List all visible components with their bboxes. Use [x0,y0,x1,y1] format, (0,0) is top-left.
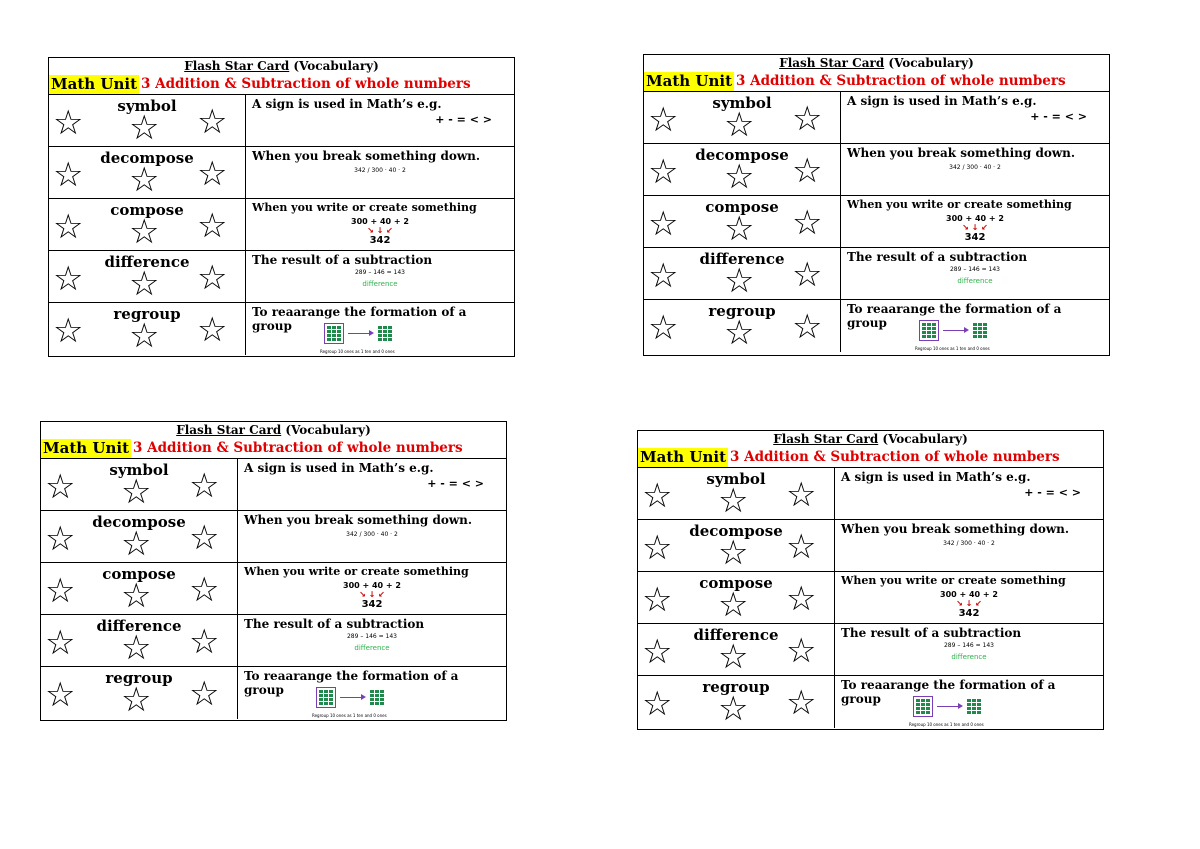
vocab-definition: To reaarange the formation of a group [252,305,467,333]
difference-equation: 289 – 146 = 143 [354,269,405,276]
star-icon: ☆ [718,533,749,573]
ten-blocks [967,699,981,714]
star-icon: ☆ [642,528,673,568]
unit-label: Math Unit [51,74,137,93]
compose-total: 342 [958,608,980,619]
star-icon: ☆ [642,580,673,620]
star-icon: ☆ [786,475,817,515]
compose-parts: 300 + 40 + 2 [946,214,1004,223]
unit-heading [644,71,1109,92]
difference-label: difference [362,280,398,288]
star-icon: ☆ [718,481,749,521]
star-icon: ☆ [648,152,679,192]
vocab-definition: When you break something down. [252,149,481,163]
compose-total: 342 [964,232,986,243]
difference-label: difference [354,644,390,652]
star-icon: ☆ [45,467,76,507]
math-symbols: + - = < > [435,113,492,126]
decompose-figure: 342 / 300 · 40 · 2 [354,167,406,174]
star-icon: ☆ [792,99,823,139]
star-icon: ☆ [792,307,823,347]
unit-heading [638,447,1103,468]
star-icon: ☆ [189,518,220,558]
unit-title: 3 Addition & Subtraction of whole numbers [141,76,471,92]
vocab-word: symbol [712,94,772,112]
star-icon: ☆ [792,203,823,243]
star-icon: ☆ [129,316,160,356]
ten-blocks [378,326,392,341]
star-icon: ☆ [648,256,679,296]
star-icon: ☆ [129,264,160,304]
star-icon: ☆ [792,151,823,191]
vocab-word: difference [699,250,785,268]
arrows-icon: ↘ ↓ ↙ [956,599,982,608]
vocab-definition: To reaarange the formation of a group [244,669,459,697]
vocab-word: difference [104,253,190,271]
compose-figure [244,581,500,610]
vocab-definition: When you break something down. [847,146,1076,160]
arrows-icon: ↘ ↓ ↙ [962,223,988,232]
star-icon: ☆ [642,684,673,724]
star-icon: ☆ [718,585,749,625]
vocab-word: regroup [702,678,770,696]
difference-equation: 289 – 146 = 143 [346,633,397,640]
star-icon: ☆ [786,631,817,671]
decompose-figure: 342 / 300 · 40 · 2 [943,540,995,547]
vocab-row-decompose [644,144,1109,196]
star-icon: ☆ [189,466,220,506]
vocab-definition: To reaarange the formation of a group [841,678,1056,706]
star-icon: ☆ [792,255,823,295]
star-icon: ☆ [642,632,673,672]
star-icon: ☆ [53,259,84,299]
card-title: Flash Star Card (Vocabulary) [773,432,968,446]
vocab-word: decompose [689,522,783,540]
vocab-definition: When you write or create something [841,574,1066,587]
star-icon: ☆ [197,206,228,246]
unit-heading [49,74,514,95]
vocab-row-regroup [644,300,1109,352]
vocab-word: decompose [695,146,789,164]
vocab-row-compose [49,199,514,251]
compose-parts: 300 + 40 + 2 [940,590,998,599]
compose-parts: 300 + 40 + 2 [343,581,401,590]
star-icon: ☆ [121,576,152,616]
card-title: Flash Star Card (Vocabulary) [176,423,371,437]
vocab-definition: A sign is used in Math’s e.g. [841,470,1031,484]
star-icon: ☆ [53,155,84,195]
arrow-icon [348,333,372,334]
regroup-blocks-figure [316,687,384,708]
vocab-row-decompose [41,511,506,563]
regroup-blocks-figure [913,696,981,717]
ones-blocks [919,320,939,341]
math-symbols: + - = < > [1024,486,1081,499]
star-icon: ☆ [648,100,679,140]
vocab-definition: When you break something down. [841,522,1070,536]
unit-title: 3 Addition & Subtraction of whole numbers [730,449,1060,465]
star-icon: ☆ [718,637,749,677]
star-icon: ☆ [786,579,817,619]
star-icon: ☆ [45,623,76,663]
vocab-definition: The result of a subtraction [244,617,425,631]
vocab-word: decompose [100,149,194,167]
star-icon: ☆ [121,628,152,668]
vocab-definition: To reaarange the formation of a group [847,302,1062,330]
vocab-definition: The result of a subtraction [252,253,433,267]
math-symbols: + - = < > [1030,110,1087,123]
star-icon: ☆ [724,157,755,197]
flash-star-card [643,54,1110,356]
star-icon: ☆ [642,476,673,516]
vocab-word: difference [96,617,182,635]
star-icon: ☆ [121,472,152,512]
vocab-definition: A sign is used in Math’s e.g. [244,461,434,475]
ten-blocks [370,690,384,705]
compose-figure [841,590,1097,619]
vocab-word: compose [110,201,184,219]
unit-title: 3 Addition & Subtraction of whole numbers [736,73,1066,89]
ones-blocks [913,696,933,717]
unit-heading [41,438,506,459]
vocab-row-symbol [644,92,1109,144]
vocab-word: compose [699,574,773,592]
star-icon: ☆ [121,524,152,564]
star-icon: ☆ [718,689,749,729]
star-icon: ☆ [121,680,152,720]
star-icon: ☆ [53,103,84,143]
vocab-definition: A sign is used in Math’s e.g. [252,97,442,111]
regroup-blocks-figure [324,323,392,344]
decompose-figure: 342 / 300 · 40 · 2 [949,164,1001,171]
flash-star-card [48,57,515,357]
vocab-row-difference [638,624,1103,676]
star-icon: ☆ [129,160,160,200]
compose-parts: 300 + 40 + 2 [351,217,409,226]
arrow-icon [937,706,961,707]
compose-figure [847,214,1103,243]
vocab-row-difference [49,251,514,303]
vocab-word: regroup [113,305,181,323]
vocab-row-decompose [49,147,514,199]
vocab-row-decompose [638,520,1103,572]
arrows-icon: ↘ ↓ ↙ [367,226,393,235]
flash-star-card [40,421,507,721]
vocab-word: decompose [92,513,186,531]
vocab-row-symbol [41,459,506,511]
star-icon: ☆ [724,209,755,249]
star-icon: ☆ [53,311,84,351]
vocab-row-difference [644,248,1109,300]
flash-star-card [637,430,1104,730]
arrow-icon [943,330,967,331]
vocab-word: regroup [105,669,173,687]
vocab-row-symbol [638,468,1103,520]
compose-total: 342 [361,599,383,610]
math-symbols: + - = < > [427,477,484,490]
vocab-row-compose [638,572,1103,624]
card-title: Flash Star Card (Vocabulary) [184,59,379,73]
difference-equation: 289 – 146 = 143 [943,642,994,649]
star-icon: ☆ [648,308,679,348]
star-icon: ☆ [45,571,76,611]
star-icon: ☆ [45,519,76,559]
card-title: Flash Star Card (Vocabulary) [779,56,974,70]
regroup-caption: Regroup 10 ones as 1 ten and 0 ones [312,713,387,718]
unit-label: Math Unit [43,438,129,457]
vocab-row-difference [41,615,506,667]
star-icon: ☆ [53,207,84,247]
star-icon: ☆ [197,258,228,298]
vocab-row-regroup [638,676,1103,728]
star-icon: ☆ [189,622,220,662]
vocab-word: symbol [109,461,169,479]
vocab-definition: The result of a subtraction [841,626,1022,640]
vocab-word: compose [705,198,779,216]
star-icon: ☆ [724,105,755,145]
difference-equation: 289 – 146 = 143 [949,266,1000,273]
vocab-row-compose [41,563,506,615]
decompose-figure: 342 / 300 · 40 · 2 [346,531,398,538]
vocab-word: symbol [706,470,766,488]
star-icon: ☆ [189,674,220,714]
difference-label: difference [951,653,987,661]
vocab-definition: When you write or create something [252,201,477,214]
star-icon: ☆ [197,154,228,194]
regroup-caption: Regroup 10 ones as 1 ten and 0 ones [915,346,990,351]
unit-label: Math Unit [646,71,732,90]
star-icon: ☆ [129,108,160,148]
star-icon: ☆ [189,570,220,610]
star-icon: ☆ [197,102,228,142]
regroup-blocks-figure [919,320,987,341]
vocab-row-symbol [49,95,514,147]
arrows-icon: ↘ ↓ ↙ [359,590,385,599]
vocab-definition: A sign is used in Math’s e.g. [847,94,1037,108]
star-icon: ☆ [129,212,160,252]
ones-blocks [324,323,344,344]
ten-blocks [973,323,987,338]
vocab-row-regroup [41,667,506,719]
vocab-definition: When you break something down. [244,513,473,527]
unit-title: 3 Addition & Subtraction of whole numbers [133,440,463,456]
difference-label: difference [957,277,993,285]
vocab-definition: When you write or create something [244,565,469,578]
arrow-icon [340,697,364,698]
vocab-definition: When you write or create something [847,198,1072,211]
vocab-word: difference [693,626,779,644]
star-icon: ☆ [786,527,817,567]
star-icon: ☆ [45,675,76,715]
vocab-word: symbol [117,97,177,115]
unit-label: Math Unit [640,447,726,466]
vocab-row-compose [644,196,1109,248]
regroup-caption: Regroup 10 ones as 1 ten and 0 ones [909,722,984,727]
regroup-caption: Regroup 10 ones as 1 ten and 0 ones [320,349,395,354]
compose-figure [252,217,508,246]
star-icon: ☆ [648,204,679,244]
star-icon: ☆ [724,313,755,353]
vocab-word: regroup [708,302,776,320]
star-icon: ☆ [724,261,755,301]
vocab-definition: The result of a subtraction [847,250,1028,264]
vocab-row-regroup [49,303,514,355]
vocab-word: compose [102,565,176,583]
compose-total: 342 [369,235,391,246]
star-icon: ☆ [786,683,817,723]
star-icon: ☆ [197,310,228,350]
ones-blocks [316,687,336,708]
